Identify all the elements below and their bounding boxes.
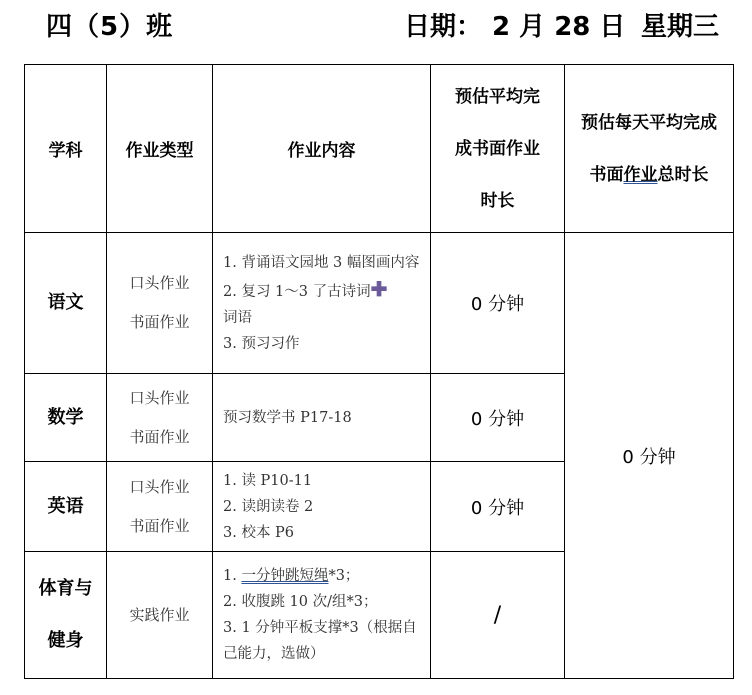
subject-cell: 语文 (25, 233, 107, 374)
date-label: 日期： (404, 12, 483, 42)
column-header-daily-total (565, 65, 734, 233)
content-item: 1. 读 P10-11 (223, 472, 313, 489)
homework-table (24, 64, 734, 679)
daily-total-pre: 书面 (589, 164, 624, 185)
column-header-type: 作业类型 (107, 65, 213, 233)
content-item-text: 2. 复习 1～3 了古诗词 (223, 283, 371, 300)
plus-icon[interactable]: ✚ (370, 276, 388, 301)
table-row-chinese (25, 233, 734, 374)
daily-total-mark: 作业 (623, 164, 658, 185)
content-item-mark: 一分钟跳短绳 (241, 568, 329, 584)
time-cell: / (431, 552, 565, 679)
page-header (0, 6, 752, 50)
avg-time-line3: 时长 (480, 190, 515, 211)
content-cell (213, 462, 431, 552)
column-header-content: 作业内容 (213, 65, 431, 233)
subject-line1: 体育与 (38, 578, 93, 599)
type-oral: 口头作业 (129, 274, 190, 292)
column-header-avg-time (431, 65, 565, 233)
daily-total-line1: 预估每天平均完成 (581, 112, 717, 133)
content-item: 2. 收腹跳 10 次/组*3； (223, 594, 378, 610)
content-item: 1. 背诵语文园地 3 幅图画内容 (223, 254, 420, 271)
date-value: 2 月 28 日 (492, 12, 626, 42)
type-cell: 实践作业 (107, 552, 213, 679)
class-name: 四（5）班 (46, 12, 174, 42)
avg-time-line2: 成书面作业 (455, 138, 540, 159)
type-cell (107, 233, 213, 374)
type-cell (107, 462, 213, 552)
column-header-subject: 学科 (25, 65, 107, 233)
content-item: 预习数学书 P17-18 (223, 409, 352, 426)
subject-cell: 英语 (25, 462, 107, 552)
time-cell: 0 分钟 (431, 233, 565, 374)
content-item: 3. 预习习作 (223, 335, 300, 352)
content-cell (213, 233, 431, 374)
daily-total-post: 总时长 (657, 164, 709, 185)
avg-time-line1: 预估平均完 (455, 86, 540, 107)
type-oral: 口头作业 (129, 388, 190, 407)
subject-cell (25, 552, 107, 679)
content-item-suffix: *3； (328, 568, 360, 584)
content-cell (213, 374, 431, 462)
content-item (223, 276, 424, 305)
type-written: 书面作业 (129, 516, 190, 535)
content-item: 2. 读朗读卷 2 (223, 498, 314, 515)
type-written: 书面作业 (129, 427, 190, 446)
content-cell (213, 552, 431, 679)
header-row (25, 65, 734, 233)
content-item: 3. 校本 P6 (223, 524, 295, 541)
content-item: 3. 1 分钟平板支撑*3（根据自己能力，选做） (223, 620, 417, 662)
type-cell (107, 374, 213, 462)
time-cell: 0 分钟 (431, 374, 565, 462)
content-item (223, 563, 424, 589)
daily-total-line2 (565, 149, 733, 201)
type-oral: 口头作业 (129, 477, 190, 496)
time-cell: 0 分钟 (431, 462, 565, 552)
content-item: 词语 (223, 309, 252, 326)
weekday: 星期三 (641, 12, 720, 42)
daily-total-cell: 0 分钟 (565, 233, 734, 679)
subject-cell: 数学 (25, 374, 107, 462)
subject-line2: 健身 (47, 630, 84, 651)
content-item-prefix: 1. (223, 568, 242, 584)
type-written: 书面作业 (129, 313, 190, 331)
